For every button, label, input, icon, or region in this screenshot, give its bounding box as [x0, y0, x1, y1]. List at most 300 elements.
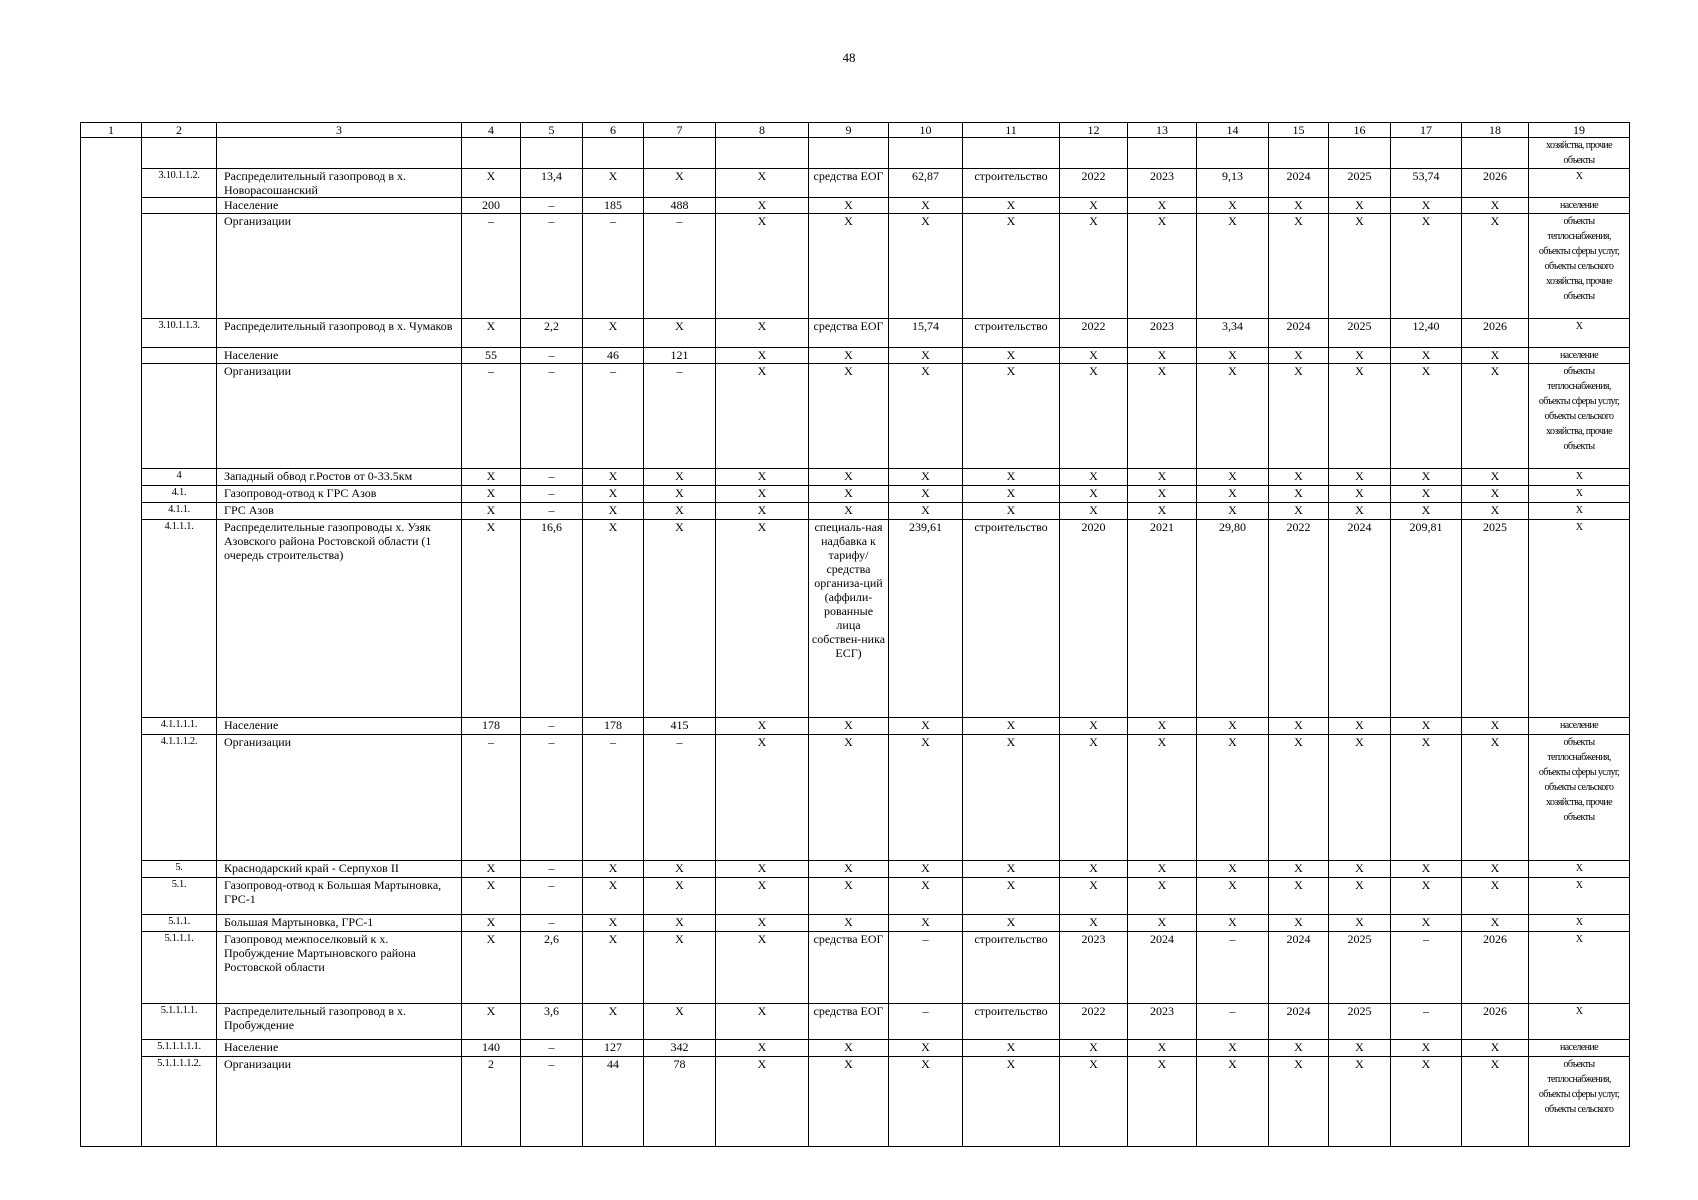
col-14: 3,34 — [1197, 319, 1269, 348]
col-5: – — [521, 878, 583, 915]
col-14: 9,13 — [1197, 169, 1269, 198]
code-cell: 5.1.1.1.1.1. — [142, 1040, 217, 1057]
table-row — [81, 169, 1630, 198]
col-16: 2025 — [1329, 932, 1391, 1004]
col-13: 2023 — [1128, 319, 1197, 348]
table-row — [81, 469, 1630, 486]
code-cell — [142, 198, 217, 214]
col-17: 53,74 — [1391, 169, 1462, 198]
header-cell: 18 — [1462, 123, 1529, 138]
code-cell: 4.1.1.1. — [142, 520, 217, 718]
col-10: Х — [889, 718, 963, 735]
col-14: Х — [1197, 915, 1269, 932]
header-cell: 14 — [1197, 123, 1269, 138]
code-cell: 3.10.1.1.2. — [142, 169, 217, 198]
header-cell: 3 — [217, 123, 462, 138]
col-10: Х — [889, 198, 963, 214]
col-12: Х — [1060, 214, 1128, 319]
table-row — [81, 1004, 1630, 1040]
table-row — [81, 319, 1630, 348]
code-cell — [142, 138, 217, 169]
col-7: Х — [644, 1004, 716, 1040]
col-14: Х — [1197, 348, 1269, 364]
work-type-cell: Х — [963, 214, 1060, 319]
col-5: – — [521, 718, 583, 735]
col-15: Х — [1269, 735, 1329, 861]
consumers-cell: Х — [1529, 319, 1630, 348]
col-12: 2022 — [1060, 169, 1128, 198]
col-16: 2025 — [1329, 169, 1391, 198]
funding-source-cell: средства ЕОГ — [809, 169, 889, 198]
name-cell: Газопровод-отвод к ГРС Азов — [217, 486, 462, 503]
col-7: Х — [644, 169, 716, 198]
col-18 — [1462, 138, 1529, 169]
col-18: Х — [1462, 1040, 1529, 1057]
consumers-cell: Х — [1529, 469, 1630, 486]
col-12: Х — [1060, 486, 1128, 503]
col-6: Х — [583, 520, 644, 718]
col-7: 342 — [644, 1040, 716, 1057]
col-10: 239,61 — [889, 520, 963, 718]
col-4: Х — [462, 1004, 521, 1040]
col-15: Х — [1269, 878, 1329, 915]
col-4: Х — [462, 319, 521, 348]
header-cell: 17 — [1391, 123, 1462, 138]
col-6: 44 — [583, 1057, 644, 1147]
header-cell: 12 — [1060, 123, 1128, 138]
name-cell: Организации — [217, 1057, 462, 1147]
col-17: Х — [1391, 718, 1462, 735]
col-8 — [716, 138, 809, 169]
col-18: 2026 — [1462, 319, 1529, 348]
col-16: Х — [1329, 1040, 1391, 1057]
page-number: 48 — [842, 50, 856, 65]
funding-source-cell: Х — [809, 1057, 889, 1147]
col-7: 121 — [644, 348, 716, 364]
table-row — [81, 915, 1630, 932]
col-13: Х — [1128, 915, 1197, 932]
col-4: 140 — [462, 1040, 521, 1057]
col-12: Х — [1060, 469, 1128, 486]
col-12: Х — [1060, 198, 1128, 214]
code-cell: 4.1.1. — [142, 503, 217, 520]
col-6: – — [583, 735, 644, 861]
header-cell: 15 — [1269, 123, 1329, 138]
col-14: Х — [1197, 718, 1269, 735]
table-row — [81, 486, 1630, 503]
col-5: – — [521, 364, 583, 469]
col-14: Х — [1197, 364, 1269, 469]
col-13: Х — [1128, 718, 1197, 735]
col-16: Х — [1329, 915, 1391, 932]
code-cell — [142, 214, 217, 319]
col-16: Х — [1329, 348, 1391, 364]
col-12: Х — [1060, 718, 1128, 735]
col-13: Х — [1128, 861, 1197, 878]
col-6: Х — [583, 319, 644, 348]
col-10: Х — [889, 1057, 963, 1147]
row-group-cell — [81, 520, 142, 718]
col-16 — [1329, 138, 1391, 169]
col-15: Х — [1269, 486, 1329, 503]
col-6: 127 — [583, 1040, 644, 1057]
header-cell: 6 — [583, 123, 644, 138]
work-type-cell: Х — [963, 348, 1060, 364]
funding-source-cell: Х — [809, 469, 889, 486]
col-6: 178 — [583, 718, 644, 735]
col-10: Х — [889, 1040, 963, 1057]
col-16: 2025 — [1329, 319, 1391, 348]
col-5: – — [521, 348, 583, 364]
col-8: Х — [716, 348, 809, 364]
col-18: Х — [1462, 364, 1529, 469]
col-17: – — [1391, 932, 1462, 1004]
col-17: – — [1391, 1004, 1462, 1040]
row-group-cell — [81, 1004, 142, 1040]
col-6: Х — [583, 861, 644, 878]
col-10: – — [889, 932, 963, 1004]
col-17 — [1391, 138, 1462, 169]
col-16: Х — [1329, 861, 1391, 878]
header-cell: 2 — [142, 123, 217, 138]
row-group-cell — [81, 503, 142, 520]
col-18: Х — [1462, 486, 1529, 503]
header-cell: 10 — [889, 123, 963, 138]
col-12: Х — [1060, 861, 1128, 878]
col-16: Х — [1329, 1057, 1391, 1147]
col-8: Х — [716, 1057, 809, 1147]
code-cell — [142, 364, 217, 469]
row-group-cell — [81, 718, 142, 735]
header-cell: 13 — [1128, 123, 1197, 138]
consumers-cell: Х — [1529, 520, 1630, 718]
col-17: Х — [1391, 915, 1462, 932]
col-10: Х — [889, 861, 963, 878]
col-7: Х — [644, 469, 716, 486]
row-group-cell — [81, 319, 142, 348]
col-15: Х — [1269, 861, 1329, 878]
col-4: – — [462, 735, 521, 861]
col-4: Х — [462, 469, 521, 486]
col-5 — [521, 138, 583, 169]
funding-source-cell: средства ЕОГ — [809, 319, 889, 348]
col-17: Х — [1391, 364, 1462, 469]
work-type-cell: Х — [963, 915, 1060, 932]
col-13: Х — [1128, 486, 1197, 503]
consumers-cell: Х — [1529, 932, 1630, 1004]
col-14: 29,80 — [1197, 520, 1269, 718]
col-13: Х — [1128, 1040, 1197, 1057]
col-4: Х — [462, 915, 521, 932]
funding-source-cell: Х — [809, 503, 889, 520]
col-7: – — [644, 214, 716, 319]
work-type-cell: Х — [963, 486, 1060, 503]
investment-table — [80, 122, 1630, 1147]
col-4: Х — [462, 932, 521, 1004]
col-14: – — [1197, 932, 1269, 1004]
table-row — [81, 520, 1630, 718]
col-18: 2026 — [1462, 932, 1529, 1004]
col-15: 2022 — [1269, 520, 1329, 718]
row-group-cell — [81, 348, 142, 364]
work-type-cell: строительство — [963, 932, 1060, 1004]
col-4: Х — [462, 503, 521, 520]
col-8: Х — [716, 319, 809, 348]
col-4: Х — [462, 486, 521, 503]
consumers-cell: объекты теплоснабжения, объекты сферы услуг, объекты сельского хозяйства, прочие объекты — [1529, 214, 1630, 319]
consumers-cell: Х — [1529, 1004, 1630, 1040]
col-12: Х — [1060, 348, 1128, 364]
row-group-cell — [81, 861, 142, 878]
name-cell: Газопровод-отвод к Большая Мартыновка, ГРС-1 — [217, 878, 462, 915]
col-13: 2021 — [1128, 520, 1197, 718]
col-10: Х — [889, 364, 963, 469]
col-14: Х — [1197, 469, 1269, 486]
col-5: – — [521, 469, 583, 486]
name-cell: Распределительные газопроводы х. Узяк Азовского района Ростовской области (1 очередь строительства) — [217, 520, 462, 718]
col-14: Х — [1197, 503, 1269, 520]
col-13: Х — [1128, 348, 1197, 364]
col-13: 2023 — [1128, 169, 1197, 198]
col-4: 55 — [462, 348, 521, 364]
code-cell: 4 — [142, 469, 217, 486]
col-14: Х — [1197, 1057, 1269, 1147]
col-7: 488 — [644, 198, 716, 214]
col-16: 2024 — [1329, 520, 1391, 718]
col-8: Х — [716, 915, 809, 932]
col-15: Х — [1269, 1040, 1329, 1057]
row-group-cell — [81, 1040, 142, 1057]
row-group-cell — [81, 169, 142, 198]
col-7 — [644, 138, 716, 169]
work-type-cell — [963, 138, 1060, 169]
col-5: – — [521, 1040, 583, 1057]
col-6: Х — [583, 1004, 644, 1040]
col-15: Х — [1269, 198, 1329, 214]
code-cell: 5.1.1.1.1.2. — [142, 1057, 217, 1147]
work-type-cell: Х — [963, 735, 1060, 861]
row-group-cell — [81, 469, 142, 486]
col-18: Х — [1462, 735, 1529, 861]
col-7: Х — [644, 915, 716, 932]
col-13: Х — [1128, 878, 1197, 915]
col-16: Х — [1329, 878, 1391, 915]
col-18: 2026 — [1462, 1004, 1529, 1040]
col-12: Х — [1060, 878, 1128, 915]
work-type-cell: строительство — [963, 520, 1060, 718]
work-type-cell: Х — [963, 364, 1060, 469]
col-10 — [889, 138, 963, 169]
work-type-cell: Х — [963, 718, 1060, 735]
col-10: Х — [889, 503, 963, 520]
code-cell: 4.1. — [142, 486, 217, 503]
col-6: Х — [583, 469, 644, 486]
col-7: Х — [644, 878, 716, 915]
funding-source-cell: Х — [809, 214, 889, 319]
work-type-cell: Х — [963, 198, 1060, 214]
col-10: Х — [889, 486, 963, 503]
col-8: Х — [716, 735, 809, 861]
col-14: Х — [1197, 198, 1269, 214]
code-cell: 4.1.1.1.2. — [142, 735, 217, 861]
col-16: Х — [1329, 718, 1391, 735]
funding-source-cell: Х — [809, 915, 889, 932]
consumers-cell: Х — [1529, 503, 1630, 520]
col-13: Х — [1128, 1057, 1197, 1147]
header-cell: 9 — [809, 123, 889, 138]
col-17: Х — [1391, 878, 1462, 915]
col-14: Х — [1197, 861, 1269, 878]
consumers-cell: Х — [1529, 169, 1630, 198]
col-10: 15,74 — [889, 319, 963, 348]
col-7: Х — [644, 486, 716, 503]
table-row — [81, 503, 1630, 520]
consumers-cell: население — [1529, 1040, 1630, 1057]
col-14: – — [1197, 1004, 1269, 1040]
header-cell: 11 — [963, 123, 1060, 138]
col-17: 209,81 — [1391, 520, 1462, 718]
col-5: 3,6 — [521, 1004, 583, 1040]
col-13: Х — [1128, 503, 1197, 520]
consumers-cell: Х — [1529, 878, 1630, 915]
col-8: Х — [716, 1004, 809, 1040]
col-4: Х — [462, 878, 521, 915]
table-row — [81, 718, 1630, 735]
col-15: 2024 — [1269, 932, 1329, 1004]
col-13: Х — [1128, 469, 1197, 486]
code-cell: 5.1. — [142, 878, 217, 915]
col-8: Х — [716, 861, 809, 878]
col-4: – — [462, 364, 521, 469]
work-type-cell: Х — [963, 469, 1060, 486]
col-14 — [1197, 138, 1269, 169]
table-row — [81, 878, 1630, 915]
col-15: Х — [1269, 214, 1329, 319]
col-5: 13,4 — [521, 169, 583, 198]
col-18: 2026 — [1462, 169, 1529, 198]
col-7: – — [644, 364, 716, 469]
col-17: Х — [1391, 198, 1462, 214]
col-17: Х — [1391, 486, 1462, 503]
code-cell: 5.1.1. — [142, 915, 217, 932]
col-5: – — [521, 198, 583, 214]
col-6: 46 — [583, 348, 644, 364]
col-5: – — [521, 486, 583, 503]
table-row — [81, 861, 1630, 878]
col-13: Х — [1128, 735, 1197, 861]
work-type-cell: Х — [963, 503, 1060, 520]
consumers-cell: объекты теплоснабжения, объекты сферы услуг, объекты сельского — [1529, 1057, 1630, 1147]
col-7: Х — [644, 503, 716, 520]
col-16: Х — [1329, 486, 1391, 503]
table-row — [81, 932, 1630, 1004]
table-row — [81, 1040, 1630, 1057]
col-8: Х — [716, 520, 809, 718]
col-10: Х — [889, 214, 963, 319]
header-cell: 7 — [644, 123, 716, 138]
col-12: 2023 — [1060, 932, 1128, 1004]
col-17: Х — [1391, 348, 1462, 364]
col-18: Х — [1462, 503, 1529, 520]
col-6: – — [583, 364, 644, 469]
col-5: – — [521, 861, 583, 878]
col-12: Х — [1060, 735, 1128, 861]
work-type-cell: Х — [963, 878, 1060, 915]
col-14: Х — [1197, 735, 1269, 861]
work-type-cell: Х — [963, 1040, 1060, 1057]
consumers-cell: Х — [1529, 861, 1630, 878]
table-row — [81, 214, 1630, 319]
col-12: Х — [1060, 915, 1128, 932]
col-12: Х — [1060, 1057, 1128, 1147]
name-cell: Население — [217, 1040, 462, 1057]
col-17: Х — [1391, 861, 1462, 878]
funding-source-cell: Х — [809, 878, 889, 915]
consumers-cell: население — [1529, 718, 1630, 735]
col-14: Х — [1197, 486, 1269, 503]
col-8: Х — [716, 364, 809, 469]
col-7: Х — [644, 932, 716, 1004]
header-cell: 4 — [462, 123, 521, 138]
name-cell — [217, 138, 462, 169]
name-cell: Западный обвод г.Ростов от 0-33.5км — [217, 469, 462, 486]
header-cell: 1 — [81, 123, 142, 138]
code-cell: 4.1.1.1.1. — [142, 718, 217, 735]
col-14: Х — [1197, 1040, 1269, 1057]
col-10: Х — [889, 878, 963, 915]
col-4: 200 — [462, 198, 521, 214]
col-7: – — [644, 735, 716, 861]
col-10: Х — [889, 469, 963, 486]
col-6: Х — [583, 878, 644, 915]
col-17: Х — [1391, 503, 1462, 520]
col-4: Х — [462, 520, 521, 718]
col-4: 178 — [462, 718, 521, 735]
work-type-cell: строительство — [963, 1004, 1060, 1040]
col-13: Х — [1128, 214, 1197, 319]
col-15: 2024 — [1269, 319, 1329, 348]
funding-source-cell: Х — [809, 364, 889, 469]
col-17: Х — [1391, 1057, 1462, 1147]
name-cell: Распределительный газопровод в х. Пробуждение — [217, 1004, 462, 1040]
col-18: Х — [1462, 469, 1529, 486]
col-17: Х — [1391, 469, 1462, 486]
col-18: Х — [1462, 878, 1529, 915]
col-15: Х — [1269, 718, 1329, 735]
col-8: Х — [716, 169, 809, 198]
col-15: Х — [1269, 503, 1329, 520]
col-8: Х — [716, 503, 809, 520]
col-18: Х — [1462, 861, 1529, 878]
col-16: Х — [1329, 364, 1391, 469]
col-13: Х — [1128, 364, 1197, 469]
consumers-cell: хозяйства, прочие объекты — [1529, 138, 1630, 169]
row-group-cell — [81, 138, 142, 169]
col-6: – — [583, 214, 644, 319]
funding-source-cell: Х — [809, 861, 889, 878]
header-cell: 16 — [1329, 123, 1391, 138]
col-13: Х — [1128, 198, 1197, 214]
col-8: Х — [716, 1040, 809, 1057]
work-type-cell: Х — [963, 861, 1060, 878]
col-6: Х — [583, 486, 644, 503]
col-17: 12,40 — [1391, 319, 1462, 348]
col-14: Х — [1197, 878, 1269, 915]
row-group-cell — [81, 364, 142, 469]
name-cell: Население — [217, 348, 462, 364]
col-13: 2023 — [1128, 1004, 1197, 1040]
consumers-cell: Х — [1529, 915, 1630, 932]
